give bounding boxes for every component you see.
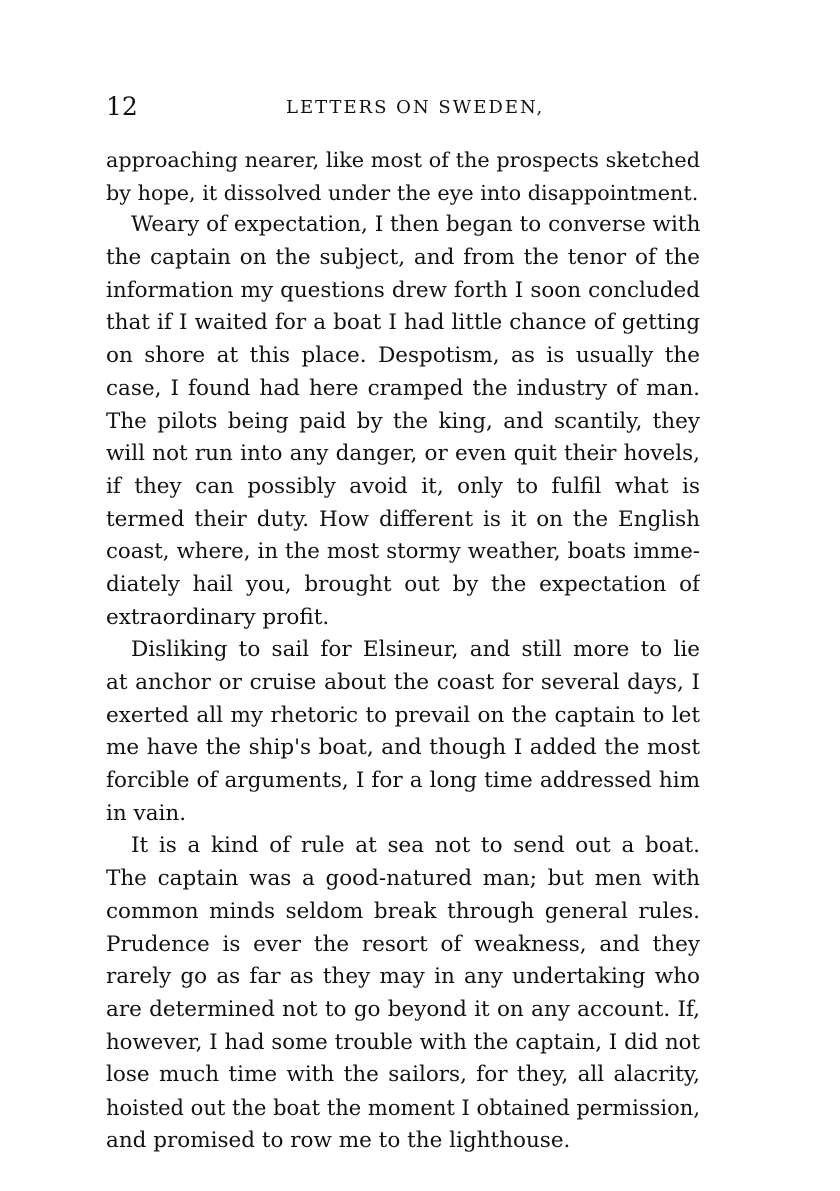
text-line: by hope, it dissolved under the eye into disappointment. [106,180,699,205]
text-line: will not run into any danger, or even quit their hovels, [106,441,700,467]
text-line: on shore at this place. Despotism, as is usually the [106,343,700,369]
text-line: coast, where, in the most stormy weather, boats imme- [106,539,700,565]
page-number: 12 [106,92,138,121]
text-line: rarely go as far as they may in any undertaking who [106,964,700,990]
body-text [106,144,700,1157]
text-line: termed their duty. How different is it on the English [106,506,700,532]
text-line: and promised to row me to the lighthouse. [106,1127,571,1153]
text-line: diately hail you, brought out by the expectation of [106,571,700,597]
text-line: forcible of arguments, I for a long time addressed him [106,768,700,794]
text-line: are determined not to go beyond it on any account. If, [106,996,700,1022]
text-line: me have the ship's boat, and though I added the most [106,735,700,761]
text-line: however, I had some trouble with the captain, I did not [106,1029,700,1055]
text-line: Weary of expectation, I then began to converse with [131,212,700,238]
text-line: Prudence is ever the resort of weakness, and they [106,931,700,957]
text-line: lose much time with the sailors, for they, all alacrity, [106,1062,700,1088]
text-line: the captain on the subject, and from the tenor of the [106,245,700,271]
running-head-title: LETTERS ON SWEDEN, [286,97,545,118]
text-line: case, I found had here cramped the industry of man. [106,375,700,401]
text-line: hoisted out the boat the moment I obtained permission, [106,1095,700,1120]
text-line: Disliking to sail for Elsineur, and still more to lie [131,637,700,663]
running-head [106,92,700,124]
text-line: It is a kind of rule at sea not to send out a boat. [131,833,700,859]
text-line: approaching nearer, like most of the prospects sketched [106,148,700,172]
text-line: common minds seldom break through general rules. [106,898,700,924]
text-line: The pilots being paid by the king, and scantily, they [106,408,700,434]
text-line: if they can possibly avoid it, only to fulfil what is [106,473,700,499]
text-line: information my questions drew forth I soon concluded [106,277,700,303]
text-line: that if I waited for a boat I had little chance of getting [106,310,700,336]
text-line: exerted all my rhetoric to prevail on the captain to let [106,702,700,728]
text-line: The captain was a good-natured man; but men with [106,866,700,892]
text-line: at anchor or cruise about the coast for several days, I [106,670,700,695]
text-line: in vain. [106,800,187,826]
text-line: extraordinary profit. [106,604,330,630]
